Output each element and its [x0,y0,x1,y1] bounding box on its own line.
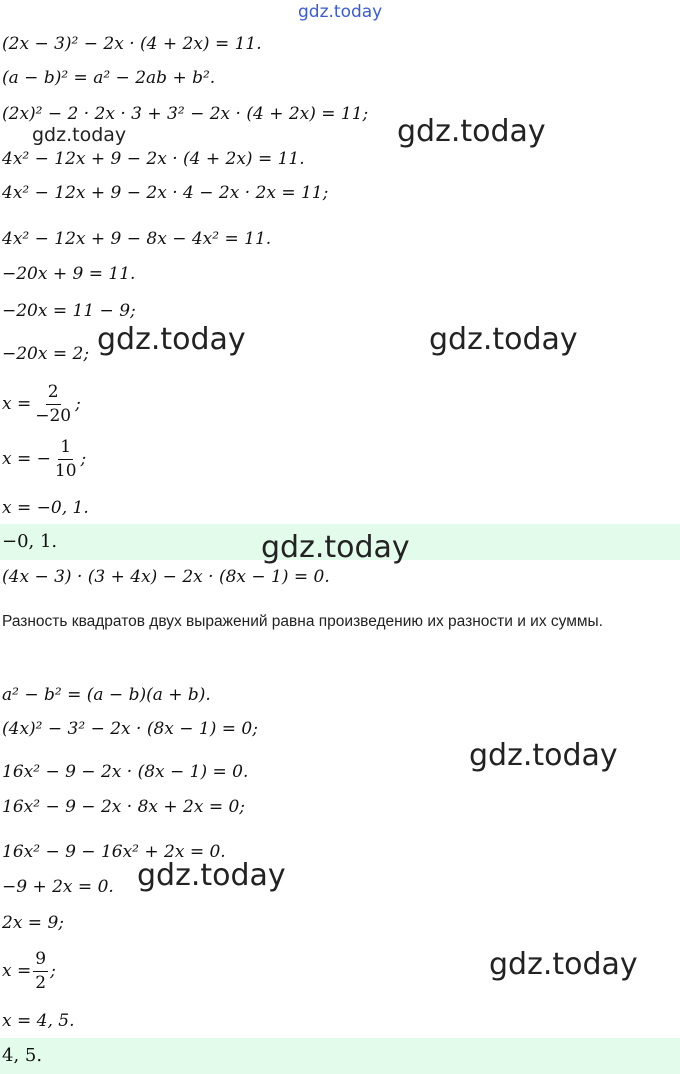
watermark: gdz.today [469,738,618,773]
difference-of-squares-rule: Разность квадратов двух выражений равна произведению их разности и их суммы. [2,613,603,630]
fraction-prefix: x = − [2,449,51,470]
solution1-fraction-line-2 [2,438,86,480]
fraction-numerator: 1 [58,438,73,460]
solution1-line-7: −20x + 9 = 11. [2,264,136,284]
fraction-numerator: 2 [46,383,61,405]
solution2-line-1: (4x − 3) · (3 + 4x) − 2x · (8x − 1) = 0. [2,567,330,587]
solution2-fraction-line [2,950,56,992]
watermark-small: gdz.today [32,124,127,146]
solution2-line-5: 16x² − 9 − 2x · 8x + 2x = 0; [2,797,246,817]
fraction-suffix: ; [80,449,87,470]
answer-highlight-2 [0,1038,680,1074]
solution2-line-8: 2x = 9; [2,913,64,933]
watermark: gdz.today [97,322,246,357]
watermark: gdz.today [261,530,410,565]
solution1-fraction-line-1 [2,383,81,425]
fraction [53,438,79,480]
fraction-suffix: ; [75,394,81,415]
solution2-line-7: −9 + 2x = 0. [2,877,114,897]
solution1-line-5: 4x² − 12x + 9 − 2x · 4 − 2x · 2x = 11; [2,183,329,203]
solution2-answer: 4, 5. [2,1045,43,1066]
solution1-line-4: 4x² − 12x + 9 − 2x · (4 + 2x) = 11. [2,149,305,169]
fraction-suffix: ; [50,961,56,982]
solution1-line-9: −20x = 2; [2,344,90,364]
solution2-line-6: 16x² − 9 − 16x² + 2x = 0. [2,842,226,862]
solution1-line-3: (2x)² − 2 · 2x · 3 + 3² − 2x · (4 + 2x) = 11; [2,104,369,124]
solution1-line-6: 4x² − 12x + 9 − 8x − 4x² = 11. [2,229,272,249]
fraction-numerator: 9 [33,950,48,972]
watermark: gdz.today [137,858,286,893]
fraction-denominator: −20 [35,405,72,426]
solution1-line-8: −20x = 11 − 9; [2,301,136,321]
solution1-line-12: x = −0, 1. [2,498,89,518]
solution1-answer: −0, 1. [2,531,58,552]
fraction-prefix: x = [2,961,32,982]
fraction [33,950,48,992]
solution2-line-2: a² − b² = (a − b)(a + b). [2,685,211,705]
watermark: gdz.today [429,322,578,357]
solution1-line-2: (a − b)² = a² − 2ab + b². [2,68,216,88]
solution2-line-4: 16x² − 9 − 2x · (8x − 1) = 0. [2,762,249,782]
fraction [33,383,73,425]
solution2-line-3: (4x)² − 3² − 2x · (8x − 1) = 0; [2,719,258,739]
fraction-prefix: x = [2,394,32,415]
fraction-denominator: 2 [35,972,47,993]
watermark: gdz.today [489,947,638,982]
watermark-top: gdz.today [298,2,383,22]
solution1-line-1: (2x − 3)² − 2x · (4 + 2x) = 11. [2,34,262,54]
solution2-line-10: x = 4, 5. [2,1011,75,1031]
fraction-denominator: 10 [54,460,77,481]
watermark: gdz.today [397,114,546,149]
